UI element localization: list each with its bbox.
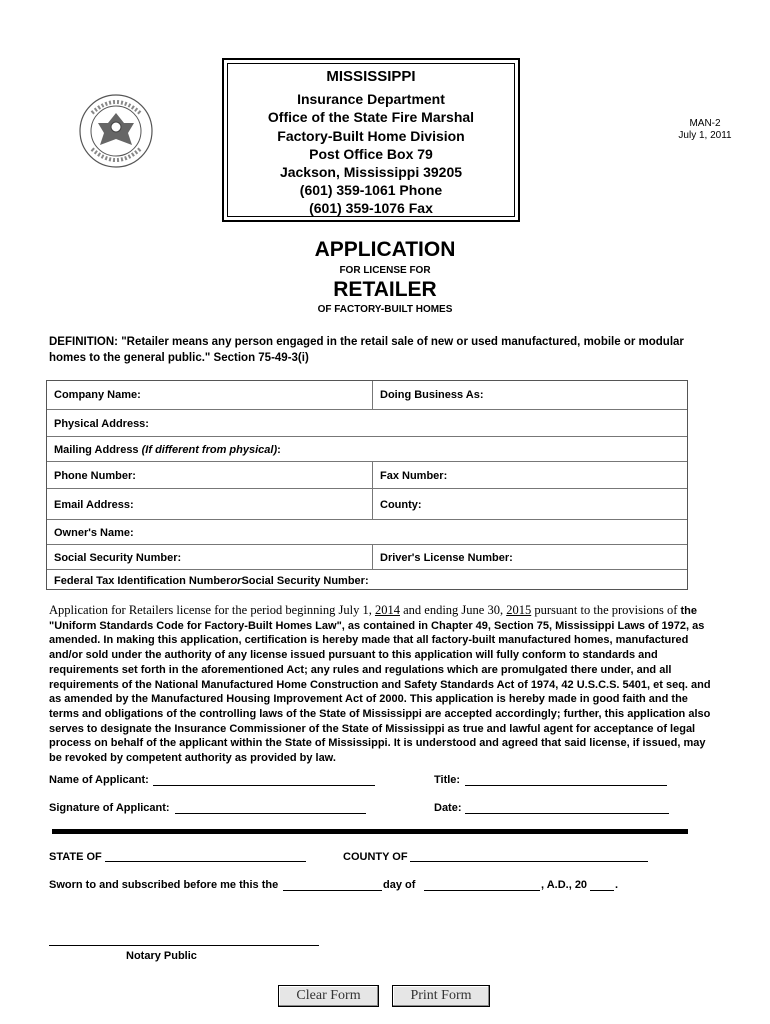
email-label: Email Address:: [54, 498, 134, 511]
name-of-applicant-label: Name of Applicant:: [49, 774, 149, 786]
phone-label: Phone Number:: [54, 469, 136, 482]
name-of-applicant-line[interactable]: [153, 785, 375, 786]
company-name-field[interactable]: [47, 381, 372, 409]
table-row: [47, 409, 687, 437]
county-of-label: COUNTY OF: [343, 851, 408, 863]
sworn-day-line[interactable]: [283, 890, 382, 891]
fax-label: Fax Number:: [380, 469, 448, 482]
certification-statement: [49, 603, 711, 766]
mailing-colon: :: [277, 443, 281, 456]
form-code: MAN-2: [689, 118, 721, 129]
header-state: MISSISSIPPI: [326, 68, 416, 85]
title-of-homes: OF FACTORY-BUILT HOMES: [317, 304, 453, 315]
title-label: Title:: [434, 774, 461, 786]
header-line: Jackson, Mississippi 39205: [279, 164, 463, 181]
physical-address-label: Physical Address:: [54, 417, 149, 430]
ad-label: , A.D., 20: [541, 879, 588, 891]
header-line: Insurance Department: [297, 91, 445, 108]
drivers-license-label: Driver's License Number:: [380, 551, 513, 564]
physical-address-field[interactable]: [47, 410, 687, 437]
mailing-address-field[interactable]: [47, 437, 687, 462]
form-date: July 1, 2011: [678, 130, 732, 141]
county-of-line[interactable]: [410, 861, 648, 862]
sworn-year-line[interactable]: [590, 890, 614, 891]
mailing-address-label: Mailing Address: [54, 443, 139, 456]
applicant-info-table: [46, 380, 688, 590]
header-phone: (601) 359-1061 Phone: [299, 182, 443, 199]
fax-field[interactable]: [372, 462, 687, 489]
date-line[interactable]: [465, 813, 669, 814]
section-divider: [52, 829, 688, 834]
table-row: [47, 544, 687, 570]
dba-label: Doing Business As:: [380, 389, 484, 401]
statement-tail: pursuant to the provisions of: [531, 603, 678, 617]
drivers-license-field[interactable]: [372, 545, 687, 570]
title-application: APPLICATION: [314, 238, 456, 261]
state-of-line[interactable]: [105, 861, 306, 862]
header-line: Post Office Box 79: [309, 145, 433, 162]
table-row: [47, 519, 687, 545]
sworn-label: Sworn to and subscribed before me this the: [49, 879, 279, 891]
agency-header-box: [222, 58, 520, 222]
title-retailer: RETAILER: [333, 278, 437, 301]
table-row: [47, 488, 687, 520]
ssn-field[interactable]: [47, 545, 372, 570]
mailing-note: (If different from physical): [141, 443, 278, 456]
definition-text: DEFINITION: "Retailer means any person engaged in the retail sale of new or used manufactured, mobile or modular homes to the general public." Section 75-49-3(i): [49, 336, 684, 364]
print-form-button[interactable]: Print Form: [392, 985, 490, 1007]
table-row: [47, 436, 687, 462]
table-row: [47, 381, 687, 409]
signature-line[interactable]: [175, 813, 366, 814]
date-label: Date:: [434, 802, 462, 814]
header-line: Factory-Built Home Division: [277, 127, 465, 144]
form-id: [660, 118, 750, 142]
ssn-label: Social Security Number:: [54, 551, 182, 564]
title-line[interactable]: [465, 785, 667, 786]
email-field[interactable]: [47, 489, 372, 520]
sworn-month-line[interactable]: [424, 890, 540, 891]
year-end: 2015: [506, 603, 532, 617]
table-row: [47, 569, 687, 591]
header-line: Office of the State Fire Marshal: [267, 109, 475, 126]
county-label: County:: [380, 498, 422, 511]
state-fire-marshal-seal: [78, 93, 154, 169]
signature-label: Signature of Applicant:: [49, 802, 170, 814]
county-field[interactable]: [372, 489, 687, 520]
table-row: [47, 461, 687, 489]
dba-field[interactable]: [372, 381, 687, 409]
company-name-label: Company Name:: [54, 389, 141, 401]
notary-signature-line[interactable]: [49, 945, 319, 946]
statement-lead: Application for Retailers license for the period beginning July 1,: [49, 603, 375, 617]
tax-id-field[interactable]: [47, 570, 687, 591]
statement-mid: and ending June 30,: [399, 603, 507, 617]
statement-body: the "Uniform Standards Code for Factory-Built Homes Law", as contained in Chapter 49, Section 75, Mississippi Laws of 1972, as amended. In making this application, certification is hereby made that all factory-built manufactured homes, manufactured and/or sold under the authority of any license issued pursuant to this application will fully conform to standards and requirements set forth in the aforementioned Act; any rules and regulations which are promulgated there under, and all requirements of the National Manufactured Home Construction and Safety Standards Act of 1974, 42 U.S.C.S. 5401, et seq. and as amended by the Manufactured Housing Improvement Act of 2000. This application is hereby made in good faith and the terms and obligations of the controlling laws of the State of Mississippi are accepted accordingly; further, this application also serves to designate the Insurance Commissioner of the State of Mississippi as true and lawful agent for acceptance of legal process on behalf of the applicant within the State of Mississippi. It is understood and agreed that said license, if issued, may be revoked by competent authority as provided by law.: [49, 605, 711, 765]
state-of-label: STATE OF: [49, 851, 102, 863]
year-start: 2014: [374, 603, 400, 617]
title-for-license: FOR LICENSE FOR: [339, 265, 431, 276]
sworn-period: .: [615, 879, 619, 891]
owner-name-field[interactable]: [47, 520, 687, 545]
header-fax: (601) 359-1076 Fax: [309, 200, 433, 217]
tax-id-or: or: [230, 574, 242, 587]
tax-id-label-ssn: Social Security Number:: [241, 574, 369, 587]
clear-form-button[interactable]: Clear Form: [278, 985, 379, 1007]
phone-field[interactable]: [47, 462, 372, 489]
tax-id-label: Federal Tax Identification Number: [54, 574, 231, 587]
owner-name-label: Owner's Name:: [54, 526, 134, 539]
notary-public-label: Notary Public: [126, 950, 197, 962]
day-of-label: day of: [383, 879, 416, 891]
